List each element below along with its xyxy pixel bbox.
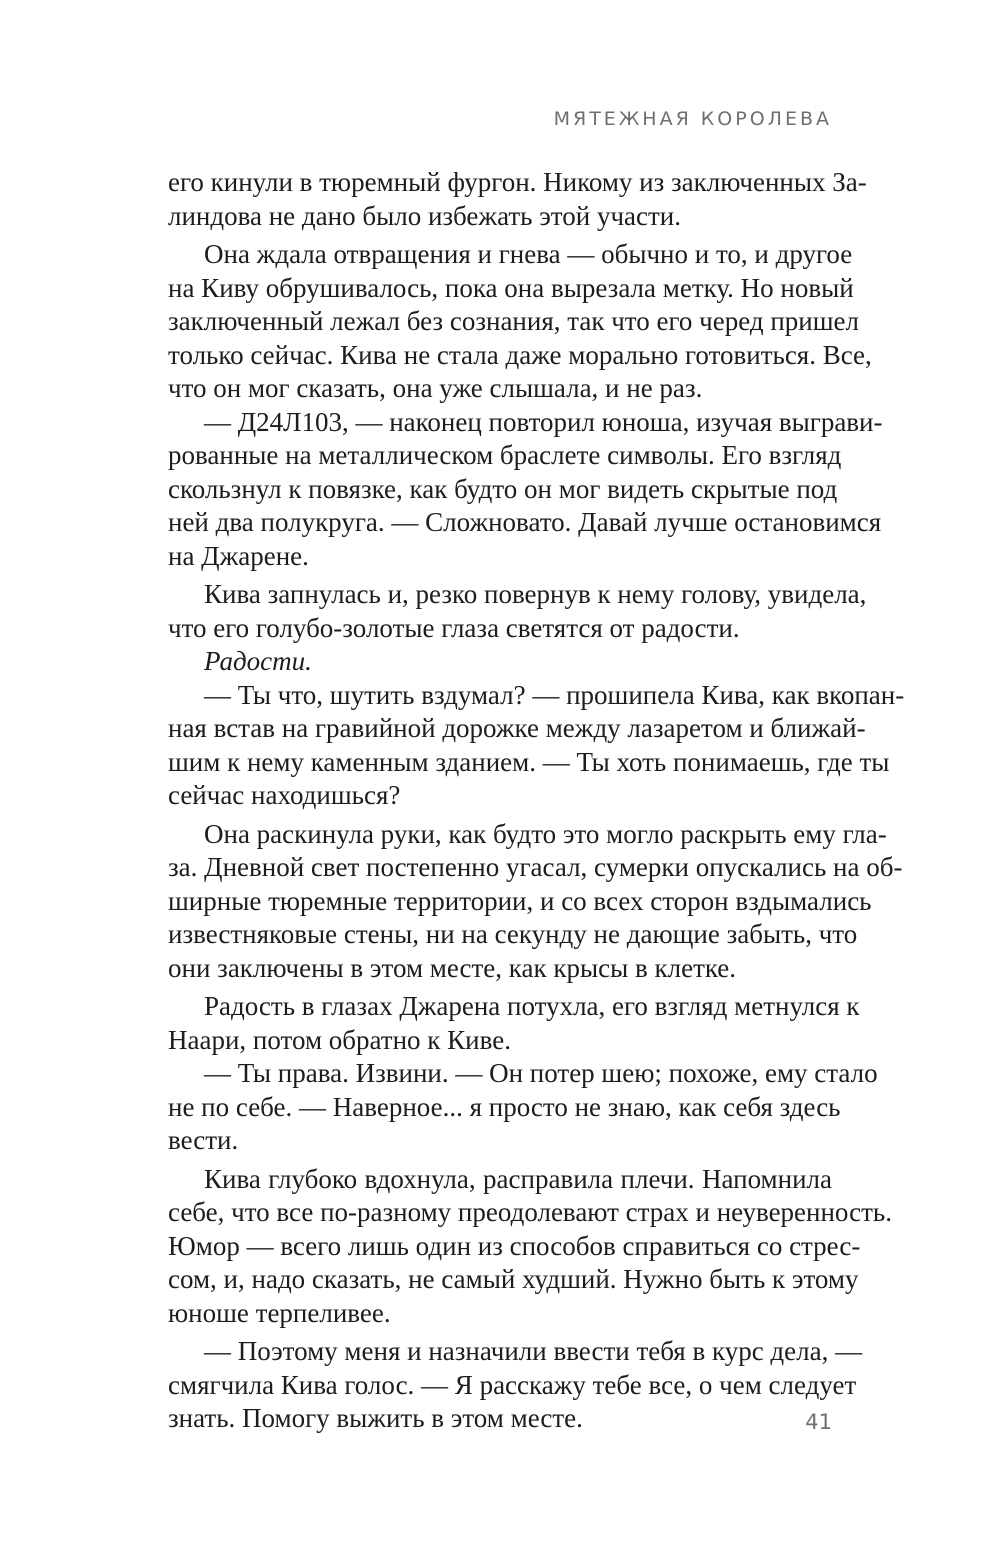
page-body-text bbox=[168, 166, 905, 1436]
text-line: — Ты что, шутить вздумал? — прошипела Кива, как вкопан- bbox=[204, 679, 905, 710]
text-line: сейчас находишься? bbox=[168, 780, 401, 810]
text-line: вести. bbox=[168, 1125, 239, 1155]
text-line: что он мог сказать, она уже слышала, и не раз. bbox=[168, 373, 703, 403]
text-line: — Ты права. Извини. — Он потер шею; похоже, ему стало bbox=[204, 1058, 878, 1088]
text-line: сом, и, надо сказать, не самый худший. Нужно быть к этому bbox=[168, 1264, 859, 1294]
text-line: знать. Помогу выжить в этом месте. bbox=[168, 1403, 583, 1433]
text-line: ширные тюремные территории, и со всех сторон вздымались bbox=[168, 885, 872, 916]
text-line: Она раскинула руки, как будто это могло раскрыть ему гла- bbox=[204, 818, 887, 849]
text-line: они заключены в этом месте, как крысы в клетке. bbox=[168, 952, 737, 983]
text-line: Кива запнулась и, резко повернув к нему голову, увидела, bbox=[204, 579, 867, 609]
text-line: Радость в глазах Джарена потухла, его взгляд метнулся к bbox=[204, 991, 860, 1021]
text-line: ней два полукруга. — Сложновато. Давай лучше остановимся bbox=[168, 507, 882, 537]
text-line: заключенный лежал без сознания, так что его черед пришел bbox=[168, 306, 859, 336]
text-line: Кива глубоко вдохнула, расправила плечи. Напомнила bbox=[204, 1163, 832, 1194]
text-line: что его голубо-золотые глаза светятся от радости. bbox=[168, 612, 740, 643]
text-line: Она ждала отвращения и гнева — обычно и то, и другое bbox=[204, 239, 853, 269]
text-line: смягчила Кива голос. — Я расскажу тебе все, о чем следует bbox=[168, 1369, 857, 1400]
page-number: 41 bbox=[805, 1410, 832, 1434]
text-line: — Д24Л103, — наконец повторил юноша, изучая выграви- bbox=[204, 406, 883, 437]
text-line: Наари, потом обратно к Киве. bbox=[168, 1024, 511, 1055]
text-line: Юмор — всего лишь один из способов справиться со стрес- bbox=[168, 1230, 861, 1261]
running-head-title: МЯТЕЖНАЯ КОРОЛЕВА bbox=[553, 108, 832, 130]
text-line: рованные на металлическом браслете символы. Его взгляд bbox=[168, 440, 842, 470]
text-line: ная встав на гравийной дорожке между лазаретом и ближай- bbox=[168, 713, 866, 743]
text-line: за. Дневной свет постепенно угасал, сумерки опускались на об- bbox=[168, 852, 903, 882]
text-line: только сейчас. Кива не стала даже морально готовиться. Все, bbox=[168, 339, 872, 370]
text-line: скользнул к повязке, как будто он мог видеть скрытые под bbox=[168, 473, 838, 504]
text-line: — Поэтому меня и назначили ввести тебя в курс дела, — bbox=[204, 1336, 863, 1366]
text-line: шим к нему каменным зданием. — Ты хоть понимаешь, где ты bbox=[168, 746, 890, 777]
text-line: не по себе. — Наверное... я просто не знаю, как себя здесь bbox=[168, 1091, 841, 1122]
text-line-italic: Радости. bbox=[204, 646, 312, 676]
text-line: на Джарене. bbox=[168, 540, 309, 571]
text-line: линдова не дано было избежать этой участи. bbox=[168, 200, 681, 231]
text-line: известняковые стены, ни на секунду не дающие забыть, что bbox=[168, 919, 858, 949]
text-line: юноше терпеливее. bbox=[168, 1297, 391, 1328]
text-line: себе, что все по-разному преодолевают страх и неуверенность. bbox=[168, 1197, 892, 1227]
text-line: его кинули в тюремный фургон. Никому из заключенных За- bbox=[168, 167, 867, 197]
text-line: на Киву обрушивалось, пока она вырезала метку. Но новый bbox=[168, 272, 854, 303]
